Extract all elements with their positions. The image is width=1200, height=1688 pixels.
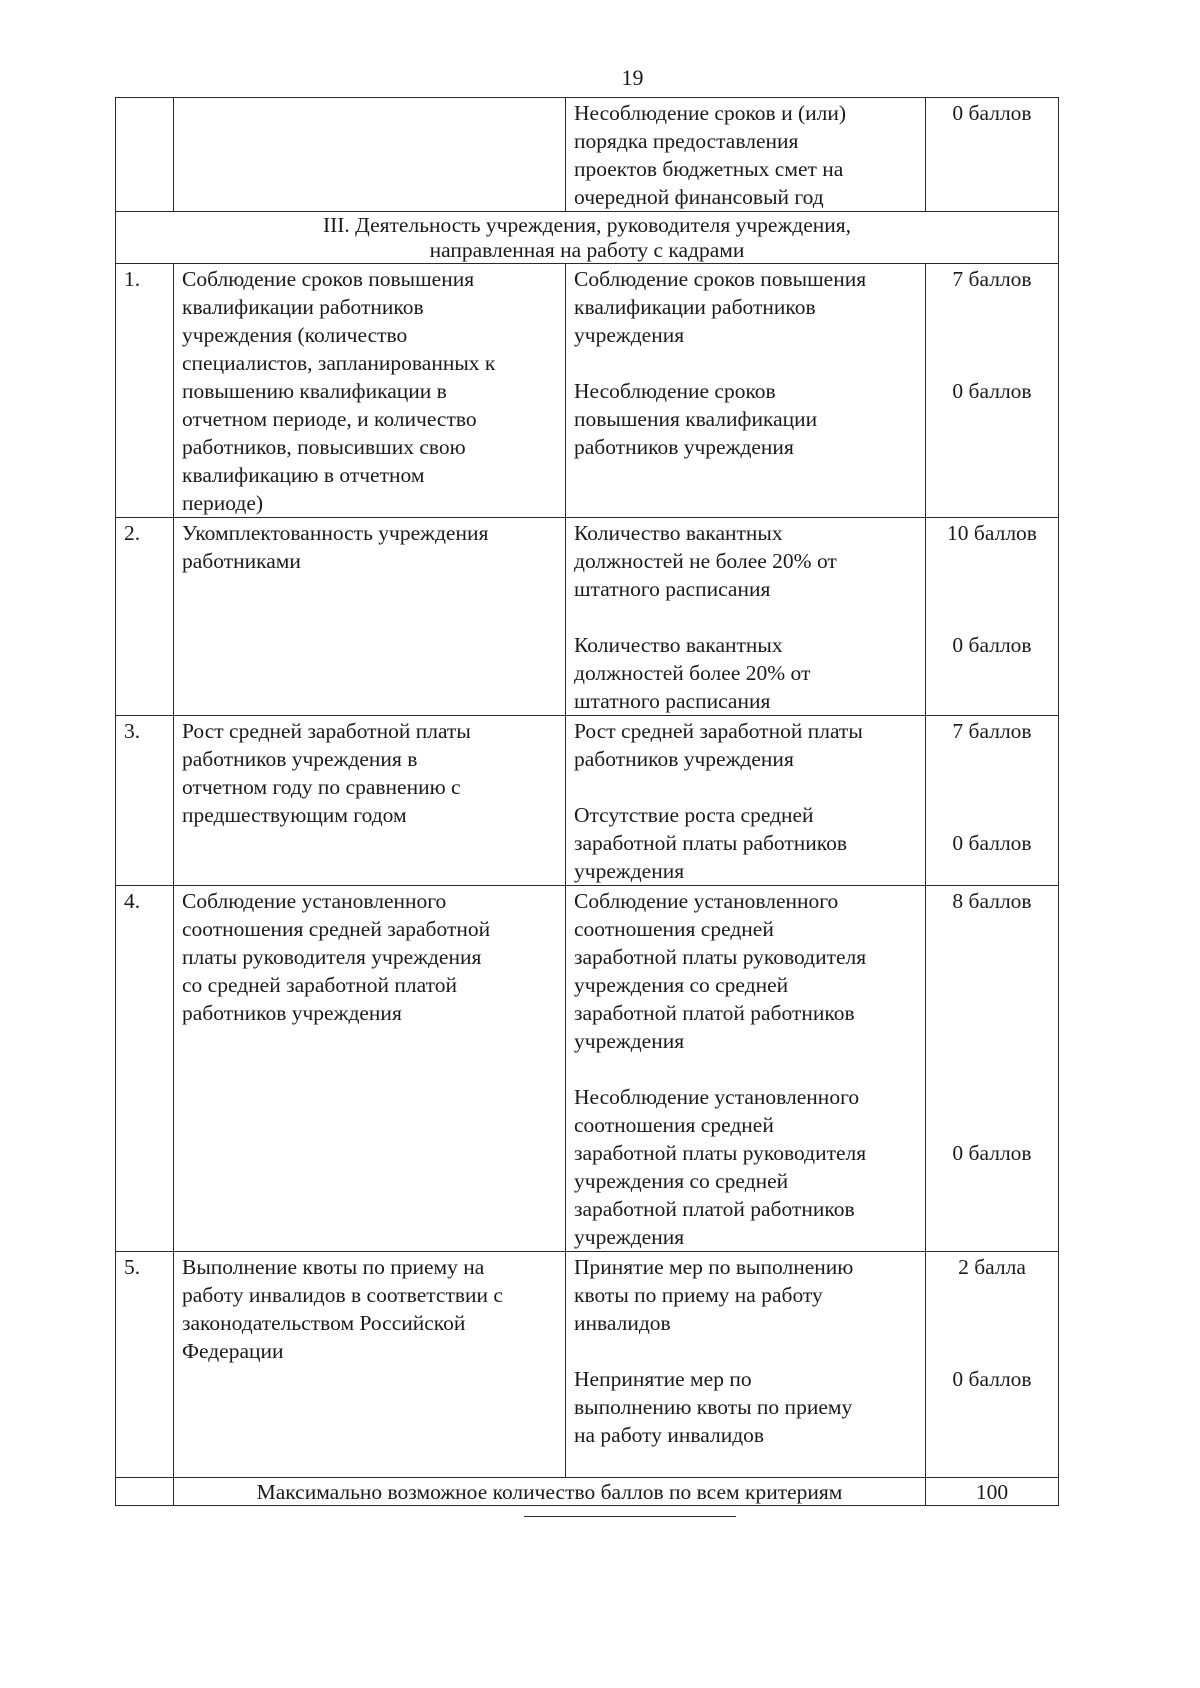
num-cell [116,98,174,212]
condition-cell [566,264,926,518]
row-number: 1. [116,264,174,518]
condition-cell [566,1252,926,1478]
criterion-line: соотношения средней заработной [182,917,491,941]
num-cell [116,1478,174,1506]
table-row [116,716,1059,886]
criterion-line: учреждения (количество [182,323,408,347]
points-value: 10 баллов [947,521,1037,545]
condition-line: квалификации работников [574,295,816,319]
criterion-line: работу инвалидов в соответствии с [182,1283,503,1307]
total-row [116,1478,1059,1506]
condition-line: на работу инвалидов [574,1423,765,1447]
points-value: 7 баллов [952,267,1032,291]
points-value: 0 баллов [952,379,1032,403]
table-row-continued [116,98,1059,212]
criterion-cell [174,518,566,716]
points-value: 0 баллов [952,1367,1032,1391]
condition-line: порядка предоставления [574,129,799,153]
criteria-table [115,97,1059,1506]
condition-line: инвалидов [574,1311,671,1335]
criterion-line: Соблюдение сроков повышения [182,267,475,291]
table-row [116,264,1059,518]
condition-line: Соблюдение установленного [574,889,839,913]
criterion-line: повышению квалификации в [182,379,447,403]
table-row [116,518,1059,716]
condition-line: проектов бюджетных смет на [574,157,844,181]
points-value: 0 баллов [952,633,1032,657]
criterion-line: квалификации работников [182,295,424,319]
condition-cell [566,98,926,212]
points-value: 0 баллов [952,831,1032,855]
criterion-line: работников учреждения в [182,747,418,771]
criterion-line: отчетном периоде, и количество [182,407,477,431]
section-header-row [116,212,1059,264]
criterion-line: работниками [182,549,301,573]
page-number: 19 [621,65,644,90]
points-cell [926,886,1059,1252]
criterion-cell [174,716,566,886]
condition-line: Несоблюдение сроков и (или) [574,101,847,125]
condition-line: учреждения [574,859,685,883]
points-value: 7 баллов [952,719,1032,743]
criterion-line: Федерации [182,1339,284,1363]
condition-line: работников учреждения [574,435,794,459]
condition-cell [566,518,926,716]
condition-line: Рост средней заработной платы [574,719,863,743]
criterion-cell [174,98,566,212]
condition-line: Несоблюдение установленного [574,1085,860,1109]
condition-line: очередной финансовый год [574,185,824,209]
points-value: 0 баллов [952,101,1032,125]
section-title-line: III. Деятельность учреждения, руководителя учреждения, [322,213,852,237]
condition-line: Несоблюдение сроков [574,379,776,403]
condition-line: учреждения [574,1029,685,1053]
row-number: 5. [116,1252,174,1478]
condition-line: штатного расписания [574,689,771,713]
total-value: 100 [926,1478,1059,1506]
condition-line: квоты по приему на работу [574,1283,823,1307]
points-cell [926,98,1059,212]
condition-line: учреждения со средней [574,1169,789,1193]
points-cell [926,1252,1059,1478]
criterion-line: законодательством Российской [182,1311,466,1335]
footer-rule [524,1516,736,1517]
criterion-line: Выполнение квоты по приему на [182,1255,485,1279]
criterion-line: квалификацию в отчетном [182,463,425,487]
condition-line: работников учреждения [574,747,794,771]
condition-line: штатного расписания [574,577,771,601]
criterion-cell [174,886,566,1252]
criterion-cell [174,264,566,518]
criterion-line: работников, повысивших свою [182,435,466,459]
condition-line: заработной платы работников [574,831,848,855]
points-value: 8 баллов [952,889,1032,913]
condition-line: Непринятие мер по [574,1367,752,1391]
condition-line: соотношения средней [574,917,774,941]
condition-line: Отсутствие роста средней [574,803,814,827]
criterion-line: предшествующим годом [182,803,407,827]
condition-line: соотношения средней [574,1113,774,1137]
condition-cell [566,886,926,1252]
points-cell [926,716,1059,886]
condition-line: учреждения [574,323,685,347]
condition-line: должностей более 20% от [574,661,811,685]
points-value: 0 баллов [952,1141,1032,1165]
criterion-line: специалистов, запланированных к [182,351,496,375]
table-row [116,886,1059,1252]
criterion-cell [174,1252,566,1478]
section-title [116,212,1059,264]
condition-line: повышения квалификации [574,407,818,431]
criterion-line: периоде) [182,491,264,515]
condition-line: заработной платой работников [574,1197,855,1221]
table-row [116,1252,1059,1478]
condition-line: Соблюдение сроков повышения [574,267,867,291]
condition-cell [566,716,926,886]
condition-line: выполнению квоты по приему [574,1395,853,1419]
row-number: 2. [116,518,174,716]
condition-line: должностей не более 20% от [574,549,837,573]
section-title-line: направленная на работу с кадрами [429,238,745,262]
condition-line: Количество вакантных [574,633,783,657]
condition-line: Принятие мер по выполнению [574,1255,854,1279]
criterion-line: работников учреждения [182,1001,402,1025]
condition-line: заработной платой работников [574,1001,855,1025]
condition-line: учреждения [574,1225,685,1249]
points-cell [926,264,1059,518]
criterion-line: Рост средней заработной платы [182,719,471,743]
criterion-line: со средней заработной платой [182,973,457,997]
condition-line: Количество вакантных [574,521,783,545]
points-value: 2 балла [958,1255,1026,1279]
criterion-line: Соблюдение установленного [182,889,447,913]
row-number: 4. [116,886,174,1252]
criterion-line: платы руководителя учреждения [182,945,482,969]
criterion-line: Укомплектованность учреждения [182,521,489,545]
total-label: Максимально возможное количество баллов по всем критериям [174,1478,926,1506]
condition-line: заработной платы руководителя [574,945,867,969]
condition-line: учреждения со средней [574,973,789,997]
condition-line: заработной платы руководителя [574,1141,867,1165]
points-cell [926,518,1059,716]
criterion-line: отчетном году по сравнению с [182,775,461,799]
row-number: 3. [116,716,174,886]
